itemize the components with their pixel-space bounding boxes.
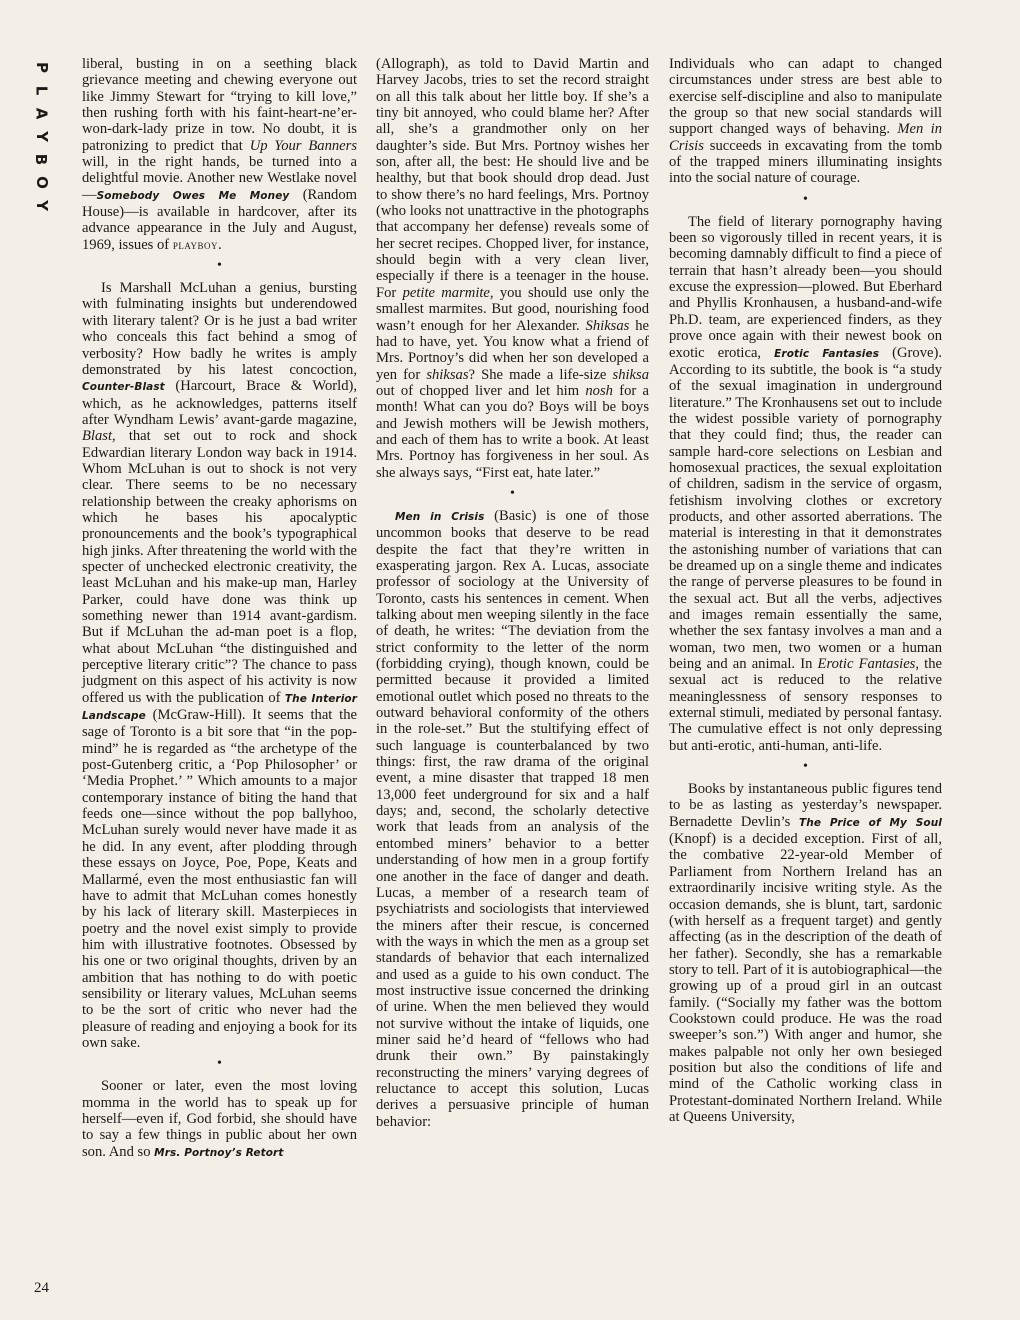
page-number: 24	[34, 1280, 49, 1296]
book-title: Counter-Blast	[82, 381, 165, 394]
text-column-2	[376, 56, 649, 1130]
paragraph: (Allograph), as told to David Martin and Harvey Jacobs, tries to set the record straight on all this talk about her little boy. If she’s a tiny bit annoyed, who could blame her? After all, she’s a grandmother only on her daughter’s side. But Mrs. Portnoy wishes her son, after all, the best: He should live and be healthy, but that book should drop dead. Just to show there’s no hard feelings, Mrs. Portnoy (who looks not unattractive in the photographs that accompany her defense) reveals some of her secret recipes. Chopped liver, for instance, should begin with a very clean liver, especially if there is a teenager in the house. For petite marmite, you should use only the smallest marmites. But good, nourishing food wasn’t enough for her Alexander. Shiksas he had to have, yet. You know what a friend of Mrs. Portnoy’s did when her son developed a yen for shiksas? She made a life-size shiksa out of chopped liver and let him nosh for a month! What can you do? Boys will be boys and Jewish mothers will be Jewish mothers, and each of them has to write a book. At least Mrs. Portnoy has forgiveness in her soul. As she always says, “First eat, hate later.”	[376, 56, 650, 481]
paragraph: Books by instantaneous public figures tend to be as lasting as yesterday’s newspaper. Bernadette Devlin’s The Price of My Soul (Knopf) is a decided exception. First of all, the combative 22-year-old Member of Parliament from Northern Ireland has an extraordinarily incisive writing style. As the occasion demands, she is blunt, tart, sardonic (with herself as a frequent target) and gently affecting (as in the description of the death of her father). Secondly, she has a remarkable story to tell. Part of it is autobiographical—the growing up of a proud girl in an outcast family. (“Socially my father was the bottom Cookstown could produce. He was the road sweeper’s son.”) With anger and humor, she makes palpable not only her own besieged position but also the conditions of life and mind of the Catholic working class in Protestant-dominated Northern Ireland. While at Queens University,	[669, 781, 942, 1125]
book-title: The Interior Landscape	[82, 692, 357, 723]
magazine-name: playboy	[172, 236, 218, 252]
section-separator: •	[803, 759, 808, 775]
running-head-letter: Y	[32, 200, 51, 211]
section-separator: •	[510, 485, 515, 501]
book-title: The Price of My Soul	[799, 816, 942, 829]
running-head-letter: A	[32, 107, 51, 120]
running-head-letter: B	[32, 153, 51, 166]
book-title: Somebody Owes Me Money	[96, 189, 290, 202]
paragraph: Sooner or later, even the most loving momma in the world has to speak up for herself—even if, God forbid, she should have to say a few things in public about her own son. And so Mrs. Portnoy’s Retort	[82, 1078, 357, 1160]
running-head-letter: P	[32, 62, 51, 73]
book-title: Men in Crisis	[394, 510, 485, 523]
book-title: Erotic Fantasies	[774, 347, 880, 360]
book-title: Mrs. Portnoy’s Retort	[154, 1146, 284, 1159]
text-column-1	[82, 56, 357, 1161]
paragraph: Men in Crisis (Basic) is one of those uncommon books that deserve to be read despite the fact that they’re written in exasperating jargon. Rex A. Lucas, associate professor of sociology at the University of Toronto, casts his sentences in cement. When talking about men weeping silently in the face of death, he writes: “The deviation from the strict conformity to the letter of the norm (forbidding crying), though known, could be permitted because it provided a limited emotional outlet which posed no threats to the outward behavioral conformity of the others in the role-set.” But the stultifying effect of such language is counterbalanced by two things: first, the raw drama of the original event, a mine disaster that trapped 18 men 13,000 feet underground for six and a half days; and, second, the scholarly detective work that leads from an analysis of the entombed miners’ behavior to a better understanding of how men in a group fortify one another in the face of danger and death. Lucas, a member of a research team of psychiatrists and sociologists that interviewed the miners after their rescue, is concerned with the ways in which the men as a group set standards of behavior that each internalized and used as a guide to his own conduct. The most instructive issue concerned the drinking of urine. When the men believed they would not survive without the intake of liquids, one miner said he’d heard of “fellows who had drunk their own.” By painstakingly reconstructing the miners’ varying degrees of reluctance to accept this solution, Lucas derives a persuasive principle of human behavior:	[376, 507, 650, 1130]
paragraph: liberal, busting in on a seething black grievance meeting and chewing everyone out like Jimmy Stewart for “trying to kill love,” then rushing forth with his faint-heart-ne’er-won-dark-lady prize in tow. No doubt, it is patronizing to predict that Up Your Banners will, in the right hands, be turned into a delightful movie. Another new Westlake novel—Somebody Owes Me Money (Random House)—is available in hardcover, after its advance appearance in the July and August, 1969, issues of playboy.	[82, 56, 358, 253]
running-head-letter: Y	[32, 131, 51, 142]
section-separator: •	[217, 258, 222, 274]
section-separator: •	[217, 1056, 222, 1072]
paragraph: Is Marshall McLuhan a genius, bursting with fulminating insights but underendowed with literary talent? Or is he just a bad writer who conceals this fact behind a smog of verbosity? How badly he writes is amply demonstrated by his latest concoction, Counter-Blast (Harcourt, Brace & World), which, as he acknowledges, patterns itself after Wyndham Lewis’ avant-garde magazine, Blast, that set out to rock and shock Edwardian literary London way back in 1914. Whom McLuhan is out to shock is not very clear. There seems to be no necessary relationship between the creaky aphorisms on which he bases his apocalyptic pronouncements and the book’s typographical high jinks. After threatening the world with the specter of unchecked electronic creativity, the least McLuhan and his make-up man, Harley Parker, could have done was think up something newer than 1914 avant-gardism. But if McLuhan the ad-man poet is a flop, what about McLuhan “the distinguished and perceptive literary critic”? The chance to pass judgment on this aspect of his activity is now offered us with the publication of The Interior Landscape (McGraw-Hill). It seems that the sage of Toronto is a bit sore that “in the pop-mind” he is regarded as “the archetype of the post-Gutenberg critic, a ‘Pop Philosopher’ or ‘Media Prophet.’ ” Which amounts to a major contemporary instance of biting the hand that feeds one—since without the pop ballyhoo, McLuhan surely would never have made it as he did. In any event, after plodding through these essays on Joyce, Poe, Pope, Keats and Mallarmé, even the most enthusiastic fan will have to admit that McLuhan comes honestly by his lack of literary skill. Masterpieces in poetry and the novel exist simply to provide him with illustrative footnotes. Obsessed by his one or two original thoughts, driven by an ambition that has nothing to do with poetic sensibility or literary values, McLuhan seems to be the sort of critic who never had the pleasure of reading and enjoying a book for its own sake.	[82, 280, 357, 1051]
text-column-3	[669, 56, 942, 1125]
running-head	[26, 56, 56, 217]
paragraph: The field of literary pornography having been so vigorously tilled in recent years, it is becoming damnably difficult to find a piece of terrain that hasn’t already been—you should excuse the expression—plowed. But Eberhard and Phyllis Kronhausen, a husband-and-wife Ph.D. team, are experienced finders, as they prove once again with their newest book on exotic erotica, Erotic Fantasies (Grove). According to its subtitle, the book is “a study of the sexual imagination in underground literature.” The Kronhausens set out to include the widest possible variety of pornography that they could find; thus, the reader can sample hard-core selections on Lesbian and homosexual practices, the sexual exploitation of children, sadism in the service of orgasm, fetishism involving clothes or excretory products, and other assorted aberrations. The material is interesting in that it demonstrates the astonishing number of variations that can be dreamed up on a single theme and indicates the range of perverse pleasures to be found in the sexual act. But all the verbs, adjectives and images remain essentially the same, whether the sex fantasy involves a man and a woman, two men, two women or a human being and an animal. In Erotic Fantasies, the sexual act is reduced to the relative meaninglessness of sensory responses to external stimuli, mediated by personal fantasy. The cumulative effect is not only depressing but anti-erotic, anti-human, anti-life.	[669, 213, 942, 754]
running-head-letter: O	[32, 176, 51, 189]
running-head-letter: L	[32, 85, 51, 96]
paragraph: Individuals who can adapt to changed circumstances under stress are best able to exercise self-discipline and also to manipulate the group so that new social standards will support changed ways of behaving. Men in Crisis succeeds in excavating from the tomb of the trapped miners illuminating insights into the social nature of courage.	[669, 56, 942, 187]
section-separator: •	[803, 191, 808, 207]
